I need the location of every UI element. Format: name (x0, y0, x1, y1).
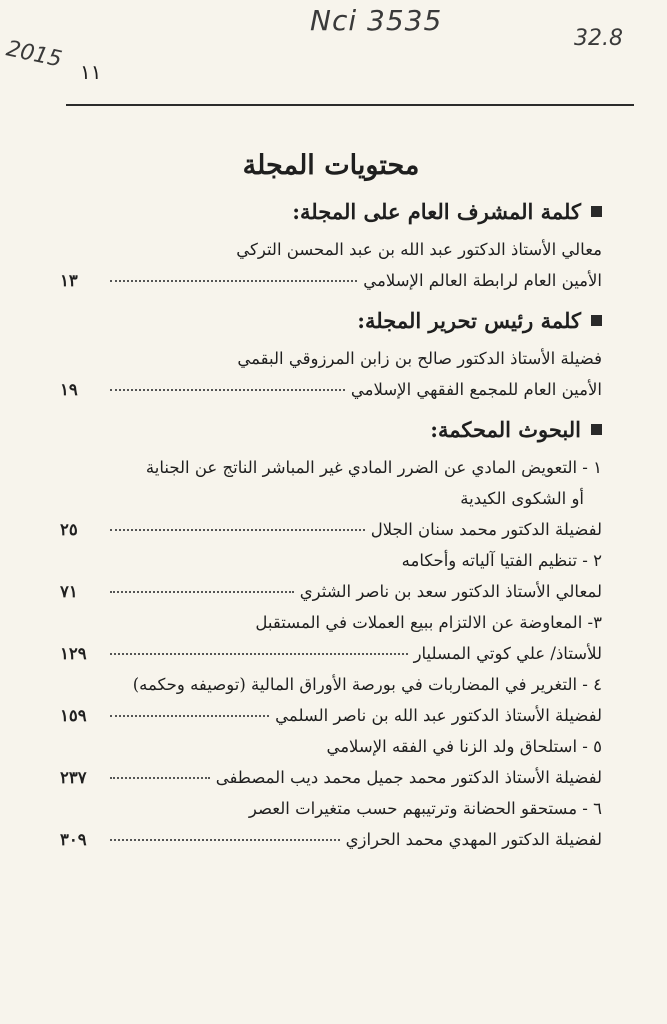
page-ref: ١٩ (60, 380, 78, 399)
article-title: ٥ - استلحاق ولد الزنا في الفقه الإسلامي (326, 737, 602, 756)
section-heading (60, 417, 602, 442)
bullet-square-icon (591, 424, 602, 435)
section-heading-text: كلمة رئيس تحرير المجلة: (357, 308, 581, 333)
author-line: فضيلة الأستاذ الدكتور صالح بن زابن المرزوقي البقمي (237, 349, 602, 368)
section-heading (60, 308, 602, 333)
entry-text: الأمين العام للمجمع الفقهي الإسلامي (350, 380, 602, 399)
page-ref: ٧١ (60, 582, 78, 601)
entry-text: لفضيلة الدكتور محمد سنان الجلال (370, 520, 602, 539)
toc-entry (60, 265, 602, 296)
page-ref: ١٥٩ (60, 706, 87, 725)
toc-entry (60, 762, 602, 793)
bullet-square-icon (591, 315, 602, 326)
page-ref: ٢٣٧ (60, 768, 87, 787)
toc-entry (60, 514, 602, 545)
header-rule (66, 104, 634, 106)
toc-entry (60, 700, 602, 731)
dot-leader (110, 715, 269, 717)
article-title-continued: أو الشكوى الكيدية (460, 489, 584, 508)
author-line: معالي الأستاذ الدكتور عبد الله بن عبد المحسن التركي (236, 240, 602, 259)
page-ref: ١٣ (60, 271, 78, 290)
entry-text: لفضيلة الأستاذ الدكتور عبد الله بن ناصر السلمي (275, 706, 602, 725)
dot-leader (110, 839, 340, 841)
entry-text: الأمين العام لرابطة العالم الإسلامي (363, 271, 602, 290)
dot-leader (110, 653, 408, 655)
page-title: محتويات المجلة (242, 150, 420, 181)
toc-entry (60, 824, 602, 855)
section-heading-text: البحوث المحكمة: (430, 417, 581, 442)
dot-leader (110, 777, 210, 779)
toc-section (60, 308, 602, 405)
handwritten-year: 2015 (4, 36, 64, 73)
page-ref: ٣٠٩ (60, 830, 87, 849)
entry-text: لفضيلة الأستاذ الدكتور محمد جميل محمد ديب المصطفى (215, 768, 602, 787)
entry-text: لمعالي الأستاذ الدكتور سعد بن ناصر الشثري (299, 582, 602, 601)
handwritten-shelf-mark: 32.8 (574, 26, 623, 51)
dot-leader (110, 389, 345, 391)
article-title: ٢ - تنظيم الفتيا آلياته وأحكامه (401, 551, 602, 570)
article-title: ١ - التعويض المادي عن الضرر المادي غير المباشر الناتج عن الجناية (145, 458, 602, 477)
article-title: ٦ - مستحقو الحضانة وترتيبهم حسب متغيرات العصر (248, 799, 602, 818)
article-title: ٤ - التغرير في المضاربات في بورصة الأوراق المالية (توصيفه وحكمه) (132, 675, 602, 694)
dot-leader (110, 591, 294, 593)
dot-leader (110, 529, 365, 531)
toc-entry (60, 374, 602, 405)
page-ref: ١٢٩ (60, 644, 87, 663)
dot-leader (110, 280, 357, 282)
section-heading-text: كلمة المشرف العام على المجلة: (292, 199, 581, 224)
page-number: ١١ (80, 60, 102, 84)
entry-text: لفضيلة الدكتور المهدي محمد الحرازي (345, 830, 602, 849)
article-title: ٣- المعاوضة عن الالتزام ببيع العملات في المستقبل (255, 613, 602, 632)
handwritten-catalog-number: Nci 3535 (310, 4, 443, 37)
toc-entry (60, 638, 602, 669)
table-of-contents (60, 150, 602, 867)
entry-text: للأستاذ/ علي كوتي المسليار (413, 644, 602, 663)
bullet-square-icon (591, 206, 602, 217)
page-ref: ٢٥ (60, 520, 78, 539)
toc-entry (60, 576, 602, 607)
toc-section (60, 199, 602, 296)
section-heading (60, 199, 602, 224)
toc-section-research (60, 417, 602, 855)
